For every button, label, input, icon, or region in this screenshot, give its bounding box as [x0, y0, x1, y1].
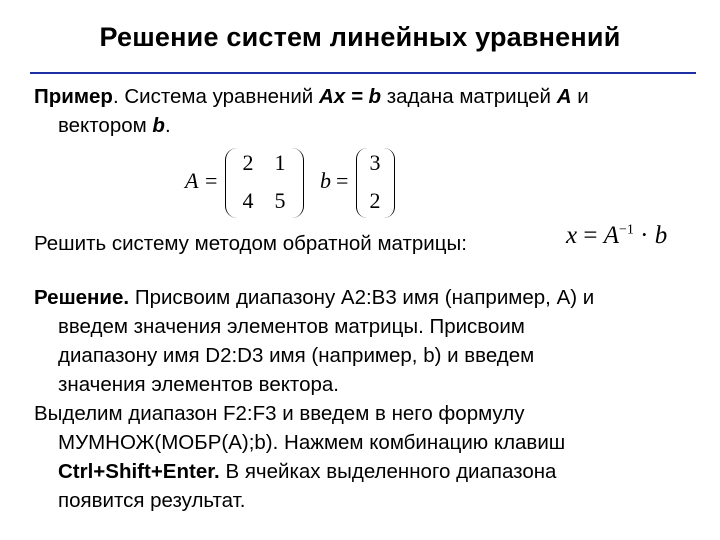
- solution-line: МУМНОЖ(МОБР(A);b). Нажмем комбинацию клавиш: [58, 431, 566, 454]
- matrix-a-cell: 5: [274, 188, 286, 213]
- vector-b-label: b: [320, 168, 331, 193]
- title-underline: [30, 72, 696, 74]
- vector-b-equals: =: [336, 168, 349, 193]
- vector-b: [320, 148, 400, 218]
- formula-a: A: [603, 222, 619, 249]
- vector-b-cell: 2: [369, 188, 381, 213]
- formula-exponent: −1: [619, 222, 634, 238]
- formula-equals: =: [583, 222, 598, 249]
- vector-b-right-paren: [384, 148, 395, 218]
- matrix-a: [185, 148, 305, 218]
- hotkey-text: Ctrl+Shift+Enter.: [58, 460, 220, 483]
- solve-prompt: Решить систему методом обратной матрицы:: [34, 232, 467, 255]
- page-title: Решение систем линейных уравнений: [99, 22, 621, 52]
- intro-vector-name: b: [152, 114, 165, 137]
- intro-text-5: .: [164, 114, 171, 137]
- intro-paragraph: [34, 82, 694, 140]
- formula-x: x: [566, 222, 578, 249]
- intro-label: Пример: [34, 85, 113, 108]
- solution-line: значения элементов вектора.: [58, 373, 339, 396]
- vector-b-cell: 3: [369, 150, 381, 175]
- matrix-a-right-paren: [291, 148, 304, 218]
- inverse-formula: [566, 222, 667, 250]
- matrix-a-label: A: [185, 168, 199, 193]
- matrix-a-cell: 2: [242, 150, 254, 175]
- intro-text-3: и: [571, 85, 589, 108]
- intro-matrix-name: A: [556, 85, 572, 108]
- intro-equation: Ax = b: [318, 85, 382, 108]
- matrix-a-cell: 1: [274, 150, 286, 175]
- solution-line: Выделим диапазон F2:F3 и введем в него формулу: [34, 402, 525, 425]
- solution-paragraph: [34, 283, 694, 515]
- formula-b: b: [654, 222, 668, 249]
- intro-text-2: задана матрицей: [381, 85, 557, 108]
- intro-text-4: вектором: [58, 114, 153, 137]
- solution-line: появится результат.: [58, 489, 246, 512]
- matrix-a-cell: 4: [242, 188, 254, 213]
- matrix-a-equals: =: [205, 168, 218, 193]
- solution-line: Присвоим диапазону A2:B3 имя (например, A) и: [129, 286, 595, 309]
- solution-label: Решение.: [34, 286, 130, 309]
- solution-line: диапазону имя D2:D3 имя (например, b) и введем: [58, 344, 535, 367]
- intro-text-1: . Система уравнений: [112, 85, 319, 108]
- solution-line: введем значения элементов матрицы. Присвоим: [58, 315, 525, 338]
- formula-dot: ·: [640, 222, 649, 249]
- solution-line: В ячейках выделенного диапазона: [219, 460, 557, 483]
